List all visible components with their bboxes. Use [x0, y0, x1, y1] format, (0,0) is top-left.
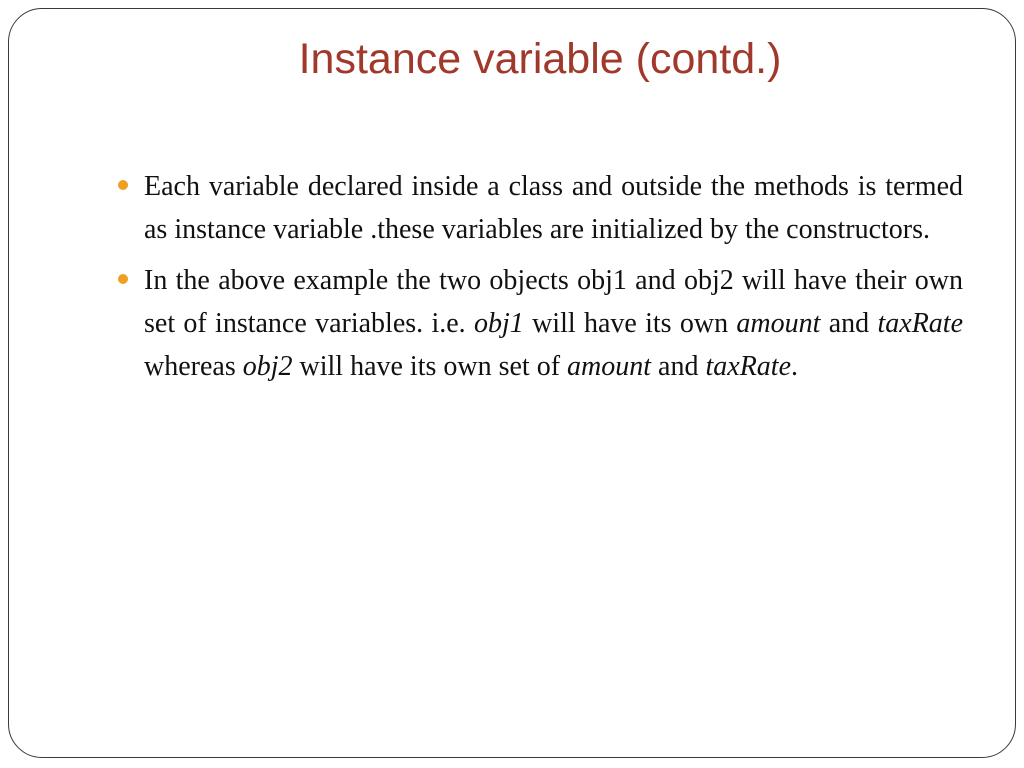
italic-term: taxRate	[877, 308, 964, 339]
bullet-dot-icon	[118, 180, 128, 190]
italic-term: taxRate	[705, 351, 792, 382]
bullet-item	[116, 259, 963, 388]
slide-title: Instance variable (contd.)	[298, 35, 782, 83]
italic-term: obj1	[474, 308, 524, 339]
text-run: will have its own set of	[292, 351, 568, 382]
bullet-text	[144, 265, 963, 382]
text-run: will have its own	[523, 308, 737, 339]
italic-term: obj2	[242, 351, 293, 382]
bullet-dot-icon	[118, 274, 128, 284]
italic-term: amount	[736, 308, 821, 339]
text-run: In the above example the two objects obj1 and obj2 will have their own set of instance variables. i.e.	[144, 265, 963, 339]
text-run: and	[820, 308, 878, 339]
bullet-list	[116, 165, 963, 396]
bullet-item	[116, 165, 963, 251]
text-run: whereas	[144, 351, 243, 382]
text-run: .	[791, 351, 799, 382]
italic-term: amount	[567, 351, 652, 382]
text-run: and	[651, 351, 706, 382]
bullet-text: Each variable declared inside a class and outside the methods is termed as instance variable .these variables are initialized by the constructors.	[144, 171, 963, 245]
